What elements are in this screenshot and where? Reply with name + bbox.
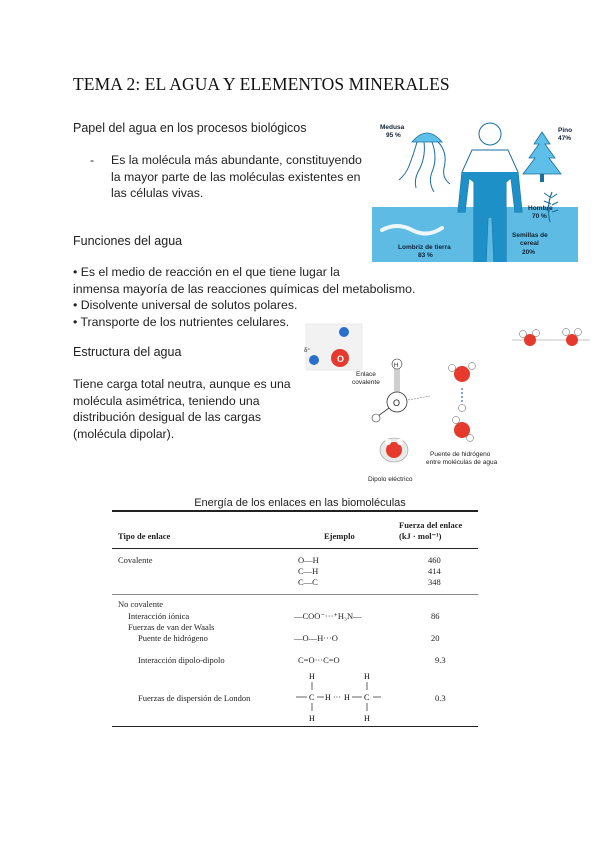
estructura-line-2: molécula asimétrica, teniendo una — [73, 393, 260, 408]
label-cereal-pct: 20% — [522, 249, 536, 256]
row-ionica-value: 86 — [431, 611, 440, 621]
jellyfish-icon — [399, 133, 450, 192]
table-title: Energía de los enlaces en las biomoléculas — [194, 497, 406, 509]
label-hombre-pct: 70 % — [532, 213, 547, 220]
label-enlace: Enlace — [356, 371, 376, 378]
funciones-line-4: • Transporte de los nutrientes celulares. — [73, 314, 290, 329]
water-molecules-side-icon — [512, 329, 590, 347]
section-heading-estructura: Estructura del agua — [73, 345, 182, 359]
row-dipolo-example: C=O···C=O — [298, 655, 340, 665]
london-h-mid-left: H — [325, 693, 331, 702]
row-puente-label: Puente de hidrógeno — [138, 633, 208, 643]
bullet-line-1: Es la molécula más abundante, constituyendo — [111, 153, 362, 167]
label-cereal: cereal — [520, 240, 539, 247]
bond-energy-table — [112, 510, 478, 727]
label-dipolo: Dipolo eléctrico — [368, 476, 413, 483]
funciones-line-3: • Disolvente universal de solutos polares. — [73, 298, 298, 312]
london-h-top-right: H — [364, 672, 370, 681]
svg-text:···: ··· — [333, 693, 341, 702]
london-h-top-left: H — [309, 672, 315, 681]
london-h-bottom-left: H — [309, 714, 315, 723]
row-no-covalente-label: No covalente — [118, 599, 164, 609]
pine-tree-icon — [523, 132, 561, 182]
row-covalente-label: Covalente — [118, 555, 153, 565]
bond-cc: C—C — [298, 577, 318, 587]
covalent-molecule-icon — [372, 359, 430, 422]
label-puente-1: Puente de hidrógeno — [430, 451, 491, 458]
funciones-line-1: • Es el medio de reacción en el que tiene lugar la — [73, 265, 340, 279]
header-fuerza-2: (kJ · mol⁻¹) — [399, 531, 442, 541]
row-ionica-label: Interacción iónica — [128, 611, 190, 621]
section-divider — [112, 594, 478, 595]
london-h-bottom-right: H — [364, 714, 370, 723]
inset-oxygen: O — [337, 354, 345, 364]
bond-ch: C—H — [298, 566, 319, 576]
row-dipolo-label: Interacción dipolo-dipolo — [138, 655, 225, 665]
row-puente-example: —O—H···O — [294, 633, 338, 643]
label-pino-pct: 47% — [558, 135, 572, 142]
section-heading-funciones: Funciones del agua — [73, 234, 183, 248]
london-c-left: C — [309, 693, 315, 702]
header-divider — [112, 548, 478, 549]
estructura-line-3: distribución desigual de las cargas — [73, 410, 261, 424]
dipole-icon — [380, 438, 408, 462]
row-ionica-example: —COO⁻···⁺H₃N— — [294, 611, 362, 621]
bond-oh: O—H — [298, 555, 319, 565]
section-heading-papel: Papel del agua en los procesos biológicos — [73, 121, 307, 135]
label-covalente: covalente — [352, 379, 380, 386]
header-tipo: Tipo de enlace — [118, 531, 171, 541]
london-structure-diagram — [292, 670, 382, 724]
covalent-hydrogen: H — [394, 363, 399, 369]
inset-delta-plus: δ⁺ — [304, 348, 311, 354]
label-hombre: Hombre — [528, 205, 553, 212]
hydrogen-bond-chain-icon — [449, 363, 476, 442]
label-lombriz: Lombriz de tierra — [398, 244, 451, 251]
label-pino: Pino — [558, 127, 573, 134]
row-london-value: 0.3 — [435, 693, 446, 703]
value-cc: 348 — [428, 577, 441, 587]
london-c-right: C — [364, 693, 370, 702]
funciones-line-2: inmensa mayoría de las reacciones químicas del metabolismo. — [73, 281, 416, 296]
header-ejemplo: Ejemplo — [324, 531, 355, 541]
estructura-line-1: Tiene carga total neutra, aunque es una — [73, 377, 291, 391]
page-title: TEMA 2: EL AGUA Y ELEMENTOS MINERALES — [73, 74, 450, 94]
estructura-line-4: (molécula dipolar). — [73, 426, 175, 441]
row-puente-value: 20 — [431, 633, 440, 643]
row-vdw-label: Fuerzas de van der Waals — [128, 622, 215, 632]
value-oh: 460 — [428, 555, 441, 565]
label-lombriz-pct: 83 % — [418, 252, 433, 259]
row-london-label: Fuerzas de dispersión de London — [138, 693, 251, 703]
value-ch: 414 — [428, 566, 441, 576]
bullet-line-2: la mayor parte de las moléculas existentes en — [111, 169, 361, 184]
london-h-mid-right: H — [344, 693, 350, 702]
label-semillas: Semillas de — [512, 232, 548, 239]
label-medusa: Medusa — [380, 124, 405, 131]
covalent-oxygen: O — [393, 398, 401, 408]
bullet-dash: - — [90, 153, 95, 167]
label-puente-2: entre moléculas de agua — [426, 459, 498, 466]
header-fuerza-1: Fuerza del enlace — [399, 520, 463, 530]
water-content-figure — [372, 112, 578, 262]
row-dipolo-value: 9.3 — [435, 655, 446, 665]
water-structure-figure — [300, 320, 590, 488]
bullet-line-3: las células vivas. — [111, 186, 204, 200]
label-medusa-pct: 95 % — [386, 132, 401, 139]
